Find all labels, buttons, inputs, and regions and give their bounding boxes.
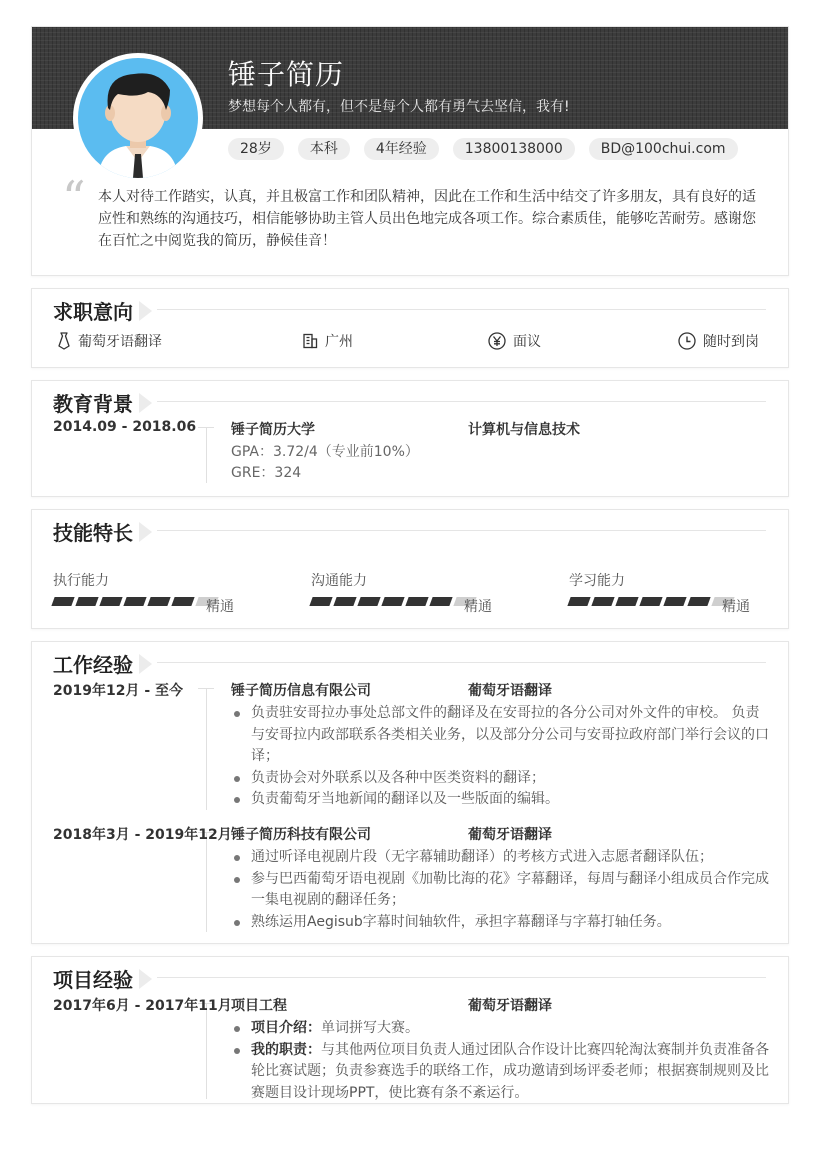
triangle-icon: [139, 301, 152, 321]
self-introduction: 本人对待工作踏实，认真，并且极富工作和团队精神，因此在工作和生活中结交了许多朋友，具有良好的适应性和熟练的沟通技巧，相信能够协助主管人员出色地完成各项工作。综合素质佳，能够吃苦耐劳。感谢您在百忙之中阅览我的简历，静候佳音！: [98, 189, 756, 249]
phone-tag: 13800138000: [453, 138, 575, 160]
skill-item: [311, 570, 492, 615]
divider: [157, 309, 766, 310]
skill-level: 精通: [464, 599, 492, 615]
intent-availability: [678, 331, 759, 351]
project-name: 项目工程: [231, 998, 287, 1014]
rating-segment-filled: [663, 597, 686, 606]
avatar: [73, 53, 203, 183]
quote-icon: “: [62, 171, 86, 225]
rating-segment-filled: [591, 597, 614, 606]
section-title-text: 技能特长: [53, 521, 133, 545]
list-item: 参与巴西葡萄牙语电视剧《加勒比海的花》字幕翻译，每周与翻译小组成员合作完成一集电视剧的翻译任务；: [231, 869, 771, 912]
avatar-illustration: [78, 58, 198, 178]
rating-segment-filled: [687, 597, 710, 606]
intent-city-label: 广州: [325, 334, 353, 350]
project-role: 葡萄牙语翻译: [468, 998, 552, 1014]
company-name: 锤子简历信息有限公司: [231, 683, 371, 699]
intent-availability-label: 随时到岗: [703, 334, 759, 350]
intent-city: [302, 331, 353, 351]
email-tag: BD@100chui.com: [589, 138, 738, 160]
section-title: [53, 296, 152, 325]
major: 计算机与信息技术: [468, 422, 580, 438]
rating-segment-filled: [381, 597, 404, 606]
school-name: 锤子简历大学: [231, 422, 315, 438]
intent-salary: [488, 331, 541, 351]
skill-name: 学习能力: [569, 573, 625, 589]
rating-segment-filled: [357, 597, 380, 606]
triangle-icon: [139, 969, 152, 989]
job-duties: [231, 847, 771, 933]
experience-tag: 4年经验: [364, 138, 439, 160]
divider: [157, 977, 766, 978]
rating-segment-filled: [567, 597, 590, 606]
intent-position-label: 葡萄牙语翻译: [78, 334, 162, 350]
education-date: 2014.09 - 2018.06: [53, 419, 197, 435]
intent-salary-label: 面议: [513, 334, 541, 350]
motto: 梦想每个人都有，但不是每个人都有勇气去坚信，我有!: [228, 99, 570, 115]
project-duty-label: 我的职责：: [251, 1041, 321, 1058]
timeline-line: [206, 1003, 207, 1099]
rating-segment-filled: [405, 597, 428, 606]
rating-segment-filled: [333, 597, 356, 606]
timeline-tick: [198, 427, 214, 428]
intent-section: [31, 288, 789, 368]
rating-segment-filled: [171, 597, 194, 606]
clock-icon: [678, 332, 696, 350]
skill-item: [569, 570, 750, 615]
divider: [157, 662, 766, 663]
triangle-icon: [139, 522, 152, 542]
section-title: [53, 964, 152, 993]
triangle-icon: [139, 654, 152, 674]
gre: GRE：324: [231, 465, 302, 481]
timeline-tick: [198, 688, 214, 689]
rating-segment-filled: [51, 597, 74, 606]
skill-name: 执行能力: [53, 573, 109, 589]
degree-tag: 本科: [298, 138, 350, 160]
section-title-text: 工作经验: [53, 653, 133, 677]
gpa: GPA：3.72/4（专业前10%）: [231, 444, 419, 460]
age-tag: 28岁: [228, 138, 284, 160]
intent-position: [57, 331, 162, 351]
triangle-icon: [139, 393, 152, 413]
divider: [157, 401, 766, 402]
rating-segment-filled: [639, 597, 662, 606]
list-item: 负责驻安哥拉办事处总部文件的翻译及在安哥拉的各分公司对外文件的审校。 负责与安哥拉内政部联系各类相关业务，以及部分分公司与安哥拉政府部门举行会议的口译；: [231, 703, 771, 768]
skill-rating-bar: [569, 597, 733, 606]
project-details: [231, 1018, 771, 1104]
list-item: 负责葡萄牙当地新闻的翻译以及一些版面的编辑。: [231, 789, 771, 811]
project-duty-text: 与其他两位项目负责人通过团队合作设计比赛四轮淘汰赛制并负责准备各轮比赛试题；负责参赛选手的联络工作，成功邀请到场评委老师；根据赛制规则及比赛题目设计现场PPT，使比赛有条不紊运行。: [251, 1041, 769, 1101]
timeline-line: [206, 688, 207, 810]
rating-segment-filled: [75, 597, 98, 606]
job-date: 2018年3月 - 2019年12月: [53, 827, 232, 843]
section-title: [53, 388, 152, 417]
job-duties: [231, 703, 771, 811]
rating-segment-filled: [147, 597, 170, 606]
yen-icon: [488, 332, 506, 350]
timeline-line: [206, 427, 207, 483]
section-title: [53, 517, 152, 546]
list-item: [231, 1018, 771, 1040]
section-title-text: 教育背景: [53, 392, 133, 416]
rating-segment-filled: [99, 597, 122, 606]
job-role: 葡萄牙语翻译: [468, 683, 552, 699]
work-section: [31, 641, 789, 944]
job-role: 葡萄牙语翻译: [468, 827, 552, 843]
project-intro-label: 项目介绍：: [251, 1020, 321, 1036]
rating-segment-filled: [123, 597, 146, 606]
skill-level: 精通: [206, 599, 234, 615]
timeline-line: [206, 832, 207, 932]
list-item: 负责协会对外联系以及各种中医类资料的翻译；: [231, 768, 771, 790]
section-title-text: 项目经验: [53, 968, 133, 992]
list-item: [231, 1040, 771, 1105]
company-name: 锤子简历科技有限公司: [231, 827, 371, 843]
education-section: [31, 380, 789, 497]
section-title: [53, 649, 152, 678]
job-date: 2019年12月 - 至今: [53, 683, 184, 699]
building-icon: [302, 333, 318, 349]
skill-rating-bar: [53, 597, 217, 606]
info-tags: [228, 138, 738, 160]
candidate-name: 锤子简历: [228, 58, 345, 91]
skill-name: 沟通能力: [311, 573, 367, 589]
rating-segment-filled: [309, 597, 332, 606]
project-date: 2017年6月 - 2017年11月: [53, 998, 232, 1014]
tie-icon: [57, 332, 71, 350]
skills-section: [31, 509, 789, 629]
skill-rating-bar: [311, 597, 475, 606]
list-item: 通过听译电视剧片段（无字幕辅助翻译）的考核方式进入志愿者翻译队伍；: [231, 847, 771, 869]
profile-card: [31, 26, 789, 276]
rating-segment-filled: [429, 597, 452, 606]
skill-item: [53, 570, 234, 615]
section-title-text: 求职意向: [53, 300, 133, 324]
divider: [157, 530, 766, 531]
skill-level: 精通: [722, 599, 750, 615]
project-section: [31, 956, 789, 1104]
rating-segment-filled: [615, 597, 638, 606]
project-intro-text: 单词拼写大赛。: [321, 1020, 419, 1036]
list-item: 熟练运用Aegisub字幕时间轴软件，承担字幕翻译与字幕打轴任务。: [231, 912, 771, 934]
